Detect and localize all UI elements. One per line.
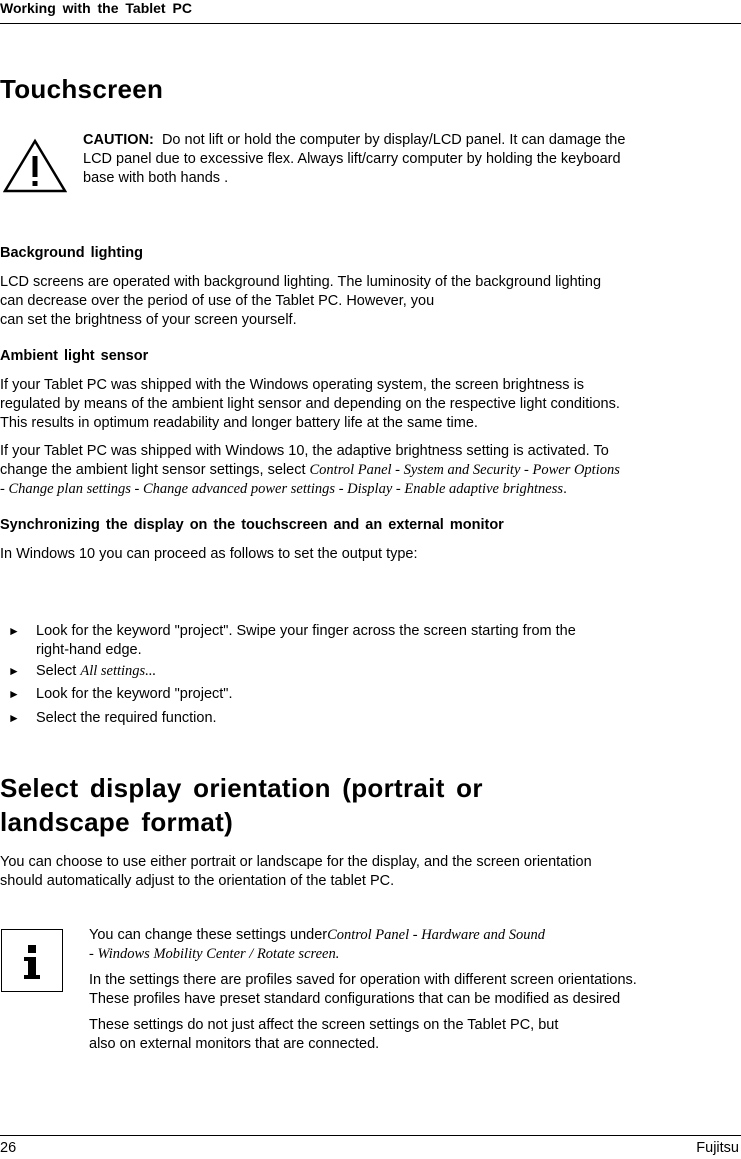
text-run: change the ambient light sensor settings, select bbox=[0, 462, 310, 478]
text-line: regulated by means of the ambient light sensor and depending on the respective light conditions. bbox=[0, 396, 620, 412]
title-line: landscape format) bbox=[0, 807, 234, 837]
step-text bbox=[36, 622, 576, 660]
running-header: Working with the Tablet PC bbox=[0, 0, 192, 16]
paragraph-background-lighting bbox=[0, 273, 735, 330]
header-rule bbox=[0, 23, 741, 24]
heading-synchronizing-display: Synchronizing the display on the touchscreen and an external monitor bbox=[0, 517, 504, 533]
list-item bbox=[0, 662, 735, 681]
text-line bbox=[0, 480, 735, 499]
caution-line: base with both hands . bbox=[83, 170, 229, 186]
bullet-arrow-icon: ► bbox=[8, 624, 20, 638]
caution-callout bbox=[83, 131, 733, 188]
caution-line: LCD panel due to excessive flex. Always lift/carry computer by holding the keyboard bbox=[83, 151, 621, 167]
text-line: If your Tablet PC was shipped with the Windows operating system, the screen brightness is bbox=[0, 377, 585, 393]
text-line: These settings do not just affect the screen settings on the Tablet PC, but bbox=[89, 1017, 559, 1033]
section-title-touchscreen: Touchscreen bbox=[0, 74, 164, 104]
step-text bbox=[36, 662, 156, 681]
text-line: If your Tablet PC was shipped with Windows 10, the adaptive brightness setting is activated. To bbox=[0, 443, 609, 459]
text-line: In the settings there are profiles saved for operation with different screen orientations. bbox=[89, 972, 637, 988]
paragraph-ambient-light-1 bbox=[0, 376, 735, 433]
text-line: should automatically adjust to the orientation of the tablet PC. bbox=[0, 873, 395, 889]
bullet-arrow-icon: ► bbox=[8, 664, 20, 678]
text-run: You can change these settings under bbox=[89, 927, 328, 943]
menu-path: - Change plan settings - Change advanced power settings - Display - Enable adaptive brightness bbox=[0, 481, 564, 497]
footer-rule bbox=[0, 1135, 741, 1136]
info-callout bbox=[89, 926, 737, 1054]
title-line: Select display orientation (portrait or bbox=[0, 773, 483, 803]
caution-line: Do not lift or hold the computer by display/LCD panel. It can damage the bbox=[161, 132, 626, 148]
text-line: LCD screens are operated with background lighting. The luminosity of the background lighting bbox=[0, 274, 602, 290]
info-icon bbox=[1, 929, 63, 992]
text-line: right-hand edge. bbox=[36, 642, 142, 658]
list-item bbox=[0, 685, 735, 704]
text-line: These profiles have preset standard configurations that can be modified as desired bbox=[89, 991, 621, 1007]
footer-brand: Fujitsu bbox=[696, 1140, 739, 1156]
paragraph-ambient-light-2 bbox=[0, 442, 735, 499]
menu-path: Control Panel - Hardware and Sound bbox=[327, 927, 545, 943]
list-item bbox=[0, 622, 735, 660]
text-line: can decrease over the period of use of the Tablet PC. However, you bbox=[0, 293, 435, 309]
heading-background-lighting: Background lighting bbox=[0, 245, 143, 261]
step-text: Look for the keyword "project". bbox=[36, 686, 233, 702]
menu-path: All settings... bbox=[80, 663, 157, 679]
section-title-display-orientation bbox=[0, 771, 483, 839]
text-line: You can choose to use either portrait or landscape for the display, and the screen orientation bbox=[0, 854, 592, 870]
text-run: Select bbox=[36, 663, 81, 679]
bullet-arrow-icon: ► bbox=[8, 711, 20, 725]
paragraph-sync-intro bbox=[0, 545, 735, 564]
bullet-arrow-icon: ► bbox=[8, 687, 20, 701]
warning-triangle-icon bbox=[3, 138, 67, 194]
text-line: can set the brightness of your screen yourself. bbox=[0, 312, 297, 328]
text-run: . bbox=[563, 481, 568, 497]
menu-path: - Windows Mobility Center / Rotate screen. bbox=[89, 946, 340, 962]
paragraph-orientation bbox=[0, 853, 735, 891]
text-line bbox=[0, 461, 735, 480]
text-line: Look for the keyword "project". Swipe your finger across the screen starting from the bbox=[36, 623, 576, 639]
menu-path: Control Panel - System and Security - Power Options bbox=[309, 462, 620, 478]
text-line: This results in optimum readability and longer battery life at the same time. bbox=[0, 415, 478, 431]
step-text: Select the required function. bbox=[36, 710, 217, 726]
list-item bbox=[0, 709, 735, 728]
text-line: also on external monitors that are connected. bbox=[89, 1036, 380, 1052]
text-line: In Windows 10 you can proceed as follows to set the output type: bbox=[0, 546, 418, 562]
page-number: 26 bbox=[0, 1140, 17, 1156]
heading-ambient-light-sensor: Ambient light sensor bbox=[0, 348, 149, 364]
caution-label: CAUTION: bbox=[83, 132, 154, 148]
